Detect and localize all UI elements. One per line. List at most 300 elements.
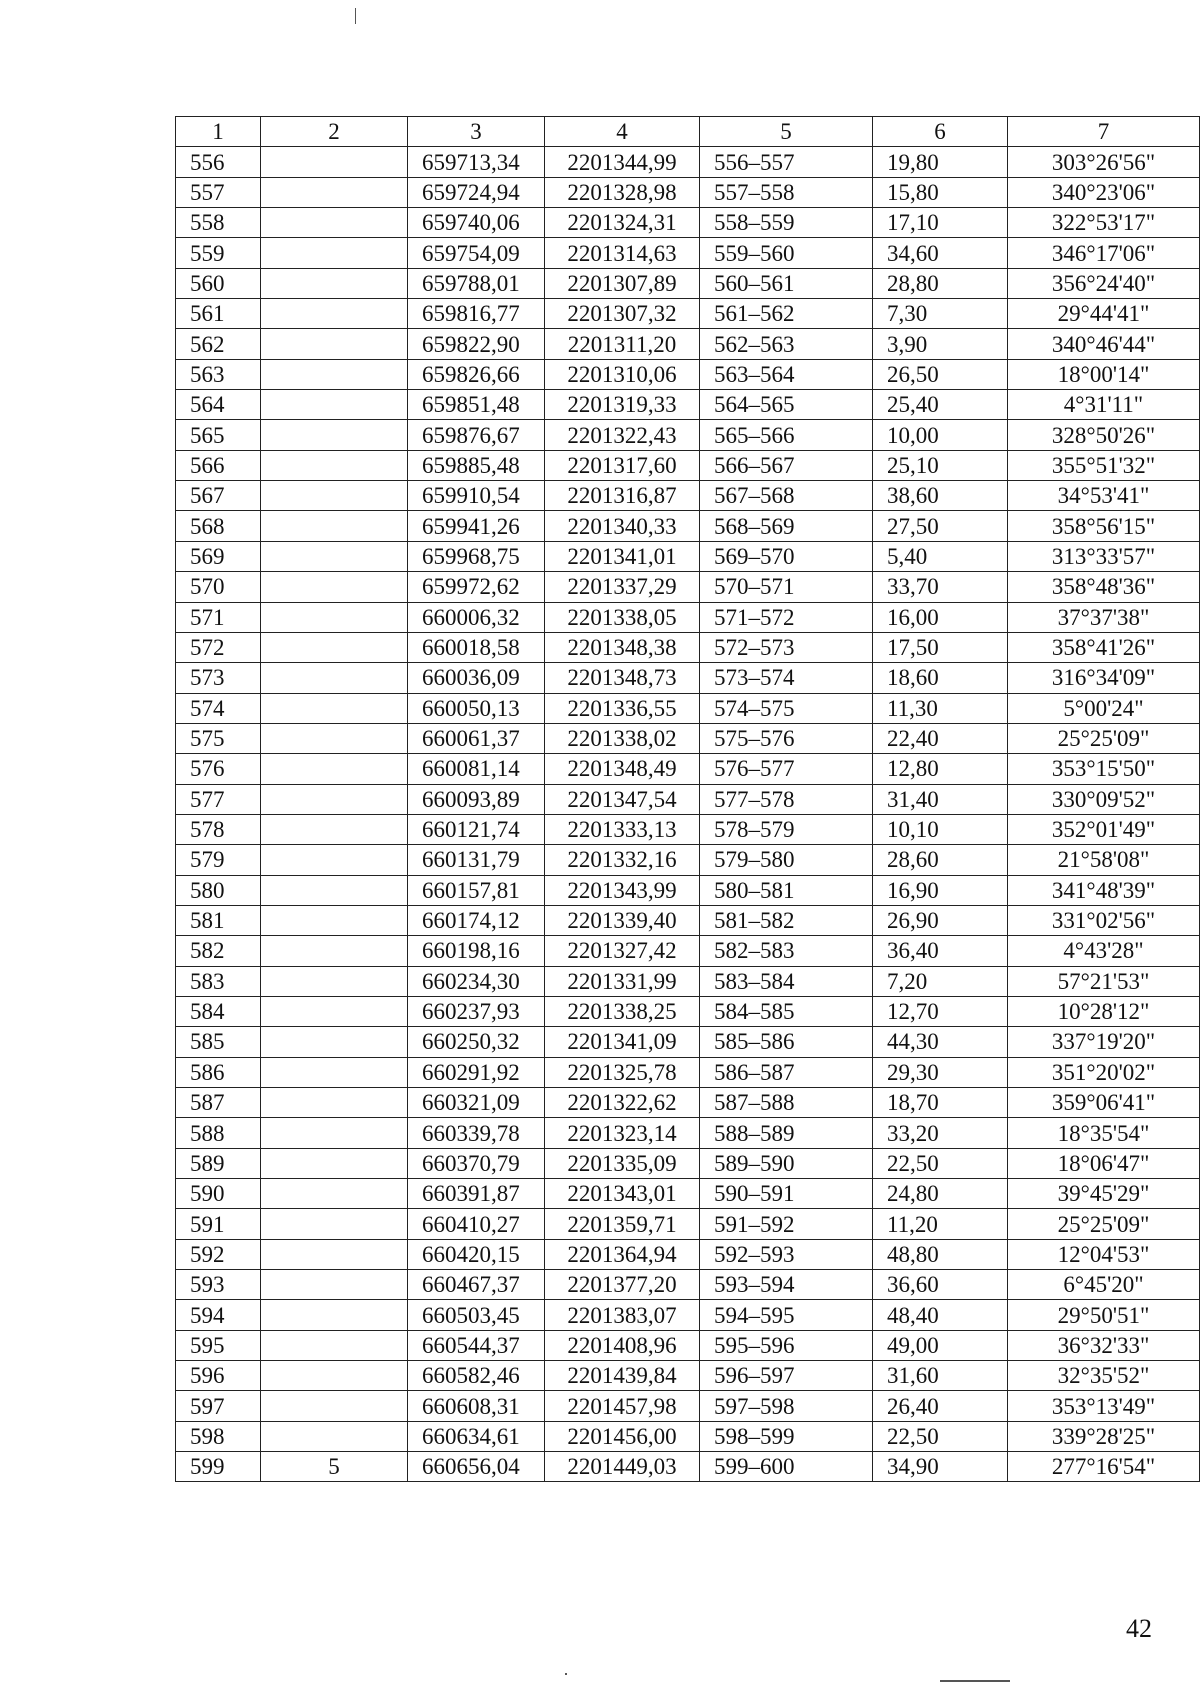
table-row xyxy=(176,390,1200,420)
header-cell: 6 xyxy=(873,117,1008,147)
segment-cell: 580–581 xyxy=(700,875,873,905)
point-number-cell: 582 xyxy=(176,936,261,966)
bearing-cell: 4°43'28" xyxy=(1008,936,1200,966)
segment-cell: 569–570 xyxy=(700,541,873,571)
segment-cell: 571–572 xyxy=(700,602,873,632)
header-cell: 4 xyxy=(545,117,700,147)
table-row xyxy=(176,177,1200,207)
marker-cell xyxy=(261,723,408,753)
length-cell: 25,10 xyxy=(873,450,1008,480)
bearing-cell: 352°01'49" xyxy=(1008,814,1200,844)
bearing-cell: 39°45'29" xyxy=(1008,1179,1200,1209)
bearing-cell: 340°46'44" xyxy=(1008,329,1200,359)
table-row xyxy=(176,268,1200,298)
length-cell: 33,20 xyxy=(873,1118,1008,1148)
length-cell: 22,50 xyxy=(873,1421,1008,1451)
segment-cell: 561–562 xyxy=(700,299,873,329)
table-row xyxy=(176,875,1200,905)
bearing-cell: 359°06'41" xyxy=(1008,1088,1200,1118)
y-coordinate-cell: 2201322,62 xyxy=(545,1088,700,1118)
segment-cell: 575–576 xyxy=(700,723,873,753)
bearing-cell: 36°32'33" xyxy=(1008,1330,1200,1360)
marker-cell xyxy=(261,420,408,450)
marker-cell xyxy=(261,632,408,662)
marker-cell xyxy=(261,541,408,571)
point-number-cell: 567 xyxy=(176,481,261,511)
length-cell: 17,10 xyxy=(873,208,1008,238)
segment-cell: 595–596 xyxy=(700,1330,873,1360)
table-row xyxy=(176,541,1200,571)
length-cell: 49,00 xyxy=(873,1330,1008,1360)
y-coordinate-cell: 2201344,99 xyxy=(545,147,700,177)
bearing-cell: 331°02'56" xyxy=(1008,905,1200,935)
point-number-cell: 571 xyxy=(176,602,261,632)
y-coordinate-cell: 2201311,20 xyxy=(545,329,700,359)
segment-cell: 558–559 xyxy=(700,208,873,238)
length-cell: 16,00 xyxy=(873,602,1008,632)
table-row xyxy=(176,1270,1200,1300)
segment-cell: 574–575 xyxy=(700,693,873,723)
segment-cell: 572–573 xyxy=(700,632,873,662)
bearing-cell: 303°26'56" xyxy=(1008,147,1200,177)
marker-cell xyxy=(261,147,408,177)
bearing-cell: 339°28'25" xyxy=(1008,1421,1200,1451)
length-cell: 12,70 xyxy=(873,996,1008,1026)
y-coordinate-cell: 2201331,99 xyxy=(545,966,700,996)
y-coordinate-cell: 2201456,00 xyxy=(545,1421,700,1451)
header-cell: 5 xyxy=(700,117,873,147)
x-coordinate-cell: 660198,16 xyxy=(408,936,545,966)
length-cell: 18,60 xyxy=(873,663,1008,693)
segment-cell: 578–579 xyxy=(700,814,873,844)
table-row xyxy=(176,1391,1200,1421)
point-number-cell: 593 xyxy=(176,1270,261,1300)
segment-cell: 573–574 xyxy=(700,663,873,693)
x-coordinate-cell: 660339,78 xyxy=(408,1118,545,1148)
table-row xyxy=(176,632,1200,662)
y-coordinate-cell: 2201377,20 xyxy=(545,1270,700,1300)
length-cell: 36,60 xyxy=(873,1270,1008,1300)
point-number-cell: 560 xyxy=(176,268,261,298)
table-row xyxy=(176,1330,1200,1360)
point-number-cell: 562 xyxy=(176,329,261,359)
segment-cell: 593–594 xyxy=(700,1270,873,1300)
bearing-cell: 57°21'53" xyxy=(1008,966,1200,996)
point-number-cell: 588 xyxy=(176,1118,261,1148)
table-row xyxy=(176,1421,1200,1451)
y-coordinate-cell: 2201310,06 xyxy=(545,359,700,389)
bearing-cell: 356°24'40" xyxy=(1008,268,1200,298)
y-coordinate-cell: 2201383,07 xyxy=(545,1300,700,1330)
length-cell: 26,40 xyxy=(873,1391,1008,1421)
marker-cell xyxy=(261,511,408,541)
point-number-cell: 577 xyxy=(176,784,261,814)
point-number-cell: 574 xyxy=(176,693,261,723)
marker-cell xyxy=(261,208,408,238)
x-coordinate-cell: 660131,79 xyxy=(408,845,545,875)
y-coordinate-cell: 2201341,09 xyxy=(545,1027,700,1057)
marker-cell xyxy=(261,936,408,966)
x-coordinate-cell: 660250,32 xyxy=(408,1027,545,1057)
y-coordinate-cell: 2201325,78 xyxy=(545,1057,700,1087)
segment-cell: 585–586 xyxy=(700,1027,873,1057)
bearing-cell: 34°53'41" xyxy=(1008,481,1200,511)
table-header xyxy=(176,117,1200,147)
header-cell: 3 xyxy=(408,117,545,147)
segment-cell: 592–593 xyxy=(700,1239,873,1269)
point-number-cell: 598 xyxy=(176,1421,261,1451)
x-coordinate-cell: 659816,77 xyxy=(408,299,545,329)
x-coordinate-cell: 660036,09 xyxy=(408,663,545,693)
segment-cell: 565–566 xyxy=(700,420,873,450)
marker-cell xyxy=(261,238,408,268)
point-number-cell: 558 xyxy=(176,208,261,238)
y-coordinate-cell: 2201348,73 xyxy=(545,663,700,693)
marker-cell xyxy=(261,602,408,632)
marker-cell xyxy=(261,1330,408,1360)
bearing-cell: 351°20'02" xyxy=(1008,1057,1200,1087)
bearing-cell: 346°17'06" xyxy=(1008,238,1200,268)
table-row xyxy=(176,1148,1200,1178)
table-row xyxy=(176,1118,1200,1148)
length-cell: 22,40 xyxy=(873,723,1008,753)
table-row xyxy=(176,966,1200,996)
y-coordinate-cell: 2201327,42 xyxy=(545,936,700,966)
bearing-cell: 29°44'41" xyxy=(1008,299,1200,329)
table-row xyxy=(176,936,1200,966)
marker-cell xyxy=(261,1057,408,1087)
coordinates-table xyxy=(175,116,1200,1482)
point-number-cell: 599 xyxy=(176,1452,261,1482)
table-row xyxy=(176,420,1200,450)
bearing-cell: 25°25'09" xyxy=(1008,723,1200,753)
y-coordinate-cell: 2201457,98 xyxy=(545,1391,700,1421)
segment-cell: 567–568 xyxy=(700,481,873,511)
point-number-cell: 581 xyxy=(176,905,261,935)
segment-cell: 596–597 xyxy=(700,1361,873,1391)
table-row xyxy=(176,754,1200,784)
length-cell: 5,40 xyxy=(873,541,1008,571)
y-coordinate-cell: 2201319,33 xyxy=(545,390,700,420)
table-row xyxy=(176,329,1200,359)
bearing-cell: 313°33'57" xyxy=(1008,541,1200,571)
x-coordinate-cell: 659822,90 xyxy=(408,329,545,359)
x-coordinate-cell: 660006,32 xyxy=(408,602,545,632)
point-number-cell: 557 xyxy=(176,177,261,207)
marker-cell xyxy=(261,1361,408,1391)
marker-cell xyxy=(261,784,408,814)
y-coordinate-cell: 2201337,29 xyxy=(545,572,700,602)
header-cell: 1 xyxy=(176,117,261,147)
length-cell: 28,80 xyxy=(873,268,1008,298)
point-number-cell: 594 xyxy=(176,1300,261,1330)
x-coordinate-cell: 660410,27 xyxy=(408,1209,545,1239)
marker-cell xyxy=(261,329,408,359)
header-cell: 2 xyxy=(261,117,408,147)
y-coordinate-cell: 2201348,38 xyxy=(545,632,700,662)
table-row xyxy=(176,602,1200,632)
bearing-cell: 29°50'51" xyxy=(1008,1300,1200,1330)
x-coordinate-cell: 659885,48 xyxy=(408,450,545,480)
scan-mark-dot xyxy=(565,1673,567,1675)
y-coordinate-cell: 2201317,60 xyxy=(545,450,700,480)
table-row xyxy=(176,481,1200,511)
table-row xyxy=(176,359,1200,389)
marker-cell xyxy=(261,1391,408,1421)
point-number-cell: 583 xyxy=(176,966,261,996)
length-cell: 31,60 xyxy=(873,1361,1008,1391)
segment-cell: 594–595 xyxy=(700,1300,873,1330)
x-coordinate-cell: 659941,26 xyxy=(408,511,545,541)
x-coordinate-cell: 660467,37 xyxy=(408,1270,545,1300)
bearing-cell: 25°25'09" xyxy=(1008,1209,1200,1239)
segment-cell: 563–564 xyxy=(700,359,873,389)
point-number-cell: 564 xyxy=(176,390,261,420)
marker-cell xyxy=(261,481,408,511)
bearing-cell: 330°09'52" xyxy=(1008,784,1200,814)
bearing-cell: 18°35'54" xyxy=(1008,1118,1200,1148)
bearing-cell: 12°04'53" xyxy=(1008,1239,1200,1269)
marker-cell xyxy=(261,1027,408,1057)
y-coordinate-cell: 2201439,84 xyxy=(545,1361,700,1391)
point-number-cell: 576 xyxy=(176,754,261,784)
y-coordinate-cell: 2201348,49 xyxy=(545,754,700,784)
table-row xyxy=(176,572,1200,602)
length-cell: 48,80 xyxy=(873,1239,1008,1269)
header-row xyxy=(176,117,1200,147)
y-coordinate-cell: 2201332,16 xyxy=(545,845,700,875)
table-row xyxy=(176,299,1200,329)
table-row xyxy=(176,784,1200,814)
length-cell: 3,90 xyxy=(873,329,1008,359)
marker-cell xyxy=(261,1270,408,1300)
point-number-cell: 595 xyxy=(176,1330,261,1360)
x-coordinate-cell: 660608,31 xyxy=(408,1391,545,1421)
bearing-cell: 18°00'14" xyxy=(1008,359,1200,389)
marker-cell xyxy=(261,875,408,905)
y-coordinate-cell: 2201340,33 xyxy=(545,511,700,541)
segment-cell: 599–600 xyxy=(700,1452,873,1482)
table-body xyxy=(176,147,1200,1482)
x-coordinate-cell: 659968,75 xyxy=(408,541,545,571)
segment-cell: 564–565 xyxy=(700,390,873,420)
segment-cell: 570–571 xyxy=(700,572,873,602)
y-coordinate-cell: 2201343,99 xyxy=(545,875,700,905)
length-cell: 15,80 xyxy=(873,177,1008,207)
y-coordinate-cell: 2201408,96 xyxy=(545,1330,700,1360)
marker-cell xyxy=(261,1088,408,1118)
point-number-cell: 597 xyxy=(176,1391,261,1421)
x-coordinate-cell: 659851,48 xyxy=(408,390,545,420)
table-row xyxy=(176,723,1200,753)
x-coordinate-cell: 660370,79 xyxy=(408,1148,545,1178)
table-row xyxy=(176,1452,1200,1482)
marker-cell xyxy=(261,1421,408,1451)
marker-cell xyxy=(261,450,408,480)
segment-cell: 566–567 xyxy=(700,450,873,480)
point-number-cell: 592 xyxy=(176,1239,261,1269)
point-number-cell: 573 xyxy=(176,663,261,693)
x-coordinate-cell: 660656,04 xyxy=(408,1452,545,1482)
y-coordinate-cell: 2201307,32 xyxy=(545,299,700,329)
y-coordinate-cell: 2201359,71 xyxy=(545,1209,700,1239)
x-coordinate-cell: 660018,58 xyxy=(408,632,545,662)
marker-cell xyxy=(261,1179,408,1209)
length-cell: 26,50 xyxy=(873,359,1008,389)
point-number-cell: 578 xyxy=(176,814,261,844)
bearing-cell: 4°31'11" xyxy=(1008,390,1200,420)
table-row xyxy=(176,208,1200,238)
length-cell: 25,40 xyxy=(873,390,1008,420)
table-row xyxy=(176,450,1200,480)
x-coordinate-cell: 660121,74 xyxy=(408,814,545,844)
segment-cell: 587–588 xyxy=(700,1088,873,1118)
length-cell: 27,50 xyxy=(873,511,1008,541)
segment-cell: 568–569 xyxy=(700,511,873,541)
point-number-cell: 591 xyxy=(176,1209,261,1239)
bearing-cell: 353°15'50" xyxy=(1008,754,1200,784)
marker-cell xyxy=(261,1209,408,1239)
bearing-cell: 322°53'17" xyxy=(1008,208,1200,238)
segment-cell: 562–563 xyxy=(700,329,873,359)
x-coordinate-cell: 660291,92 xyxy=(408,1057,545,1087)
table-row xyxy=(176,1057,1200,1087)
y-coordinate-cell: 2201316,87 xyxy=(545,481,700,511)
x-coordinate-cell: 659826,66 xyxy=(408,359,545,389)
table-row xyxy=(176,905,1200,935)
table-row xyxy=(176,845,1200,875)
point-number-cell: 580 xyxy=(176,875,261,905)
point-number-cell: 579 xyxy=(176,845,261,875)
table-row xyxy=(176,1027,1200,1057)
length-cell: 34,60 xyxy=(873,238,1008,268)
x-coordinate-cell: 660157,81 xyxy=(408,875,545,905)
bearing-cell: 10°28'12" xyxy=(1008,996,1200,1026)
segment-cell: 577–578 xyxy=(700,784,873,814)
y-coordinate-cell: 2201314,63 xyxy=(545,238,700,268)
length-cell: 24,80 xyxy=(873,1179,1008,1209)
marker-cell xyxy=(261,663,408,693)
length-cell: 26,90 xyxy=(873,905,1008,935)
x-coordinate-cell: 660582,46 xyxy=(408,1361,545,1391)
y-coordinate-cell: 2201336,55 xyxy=(545,693,700,723)
segment-cell: 589–590 xyxy=(700,1148,873,1178)
segment-cell: 590–591 xyxy=(700,1179,873,1209)
bearing-cell: 355°51'32" xyxy=(1008,450,1200,480)
x-coordinate-cell: 659788,01 xyxy=(408,268,545,298)
scan-mark-line xyxy=(940,1680,1010,1682)
x-coordinate-cell: 660061,37 xyxy=(408,723,545,753)
y-coordinate-cell: 2201323,14 xyxy=(545,1118,700,1148)
length-cell: 11,20 xyxy=(873,1209,1008,1239)
length-cell: 48,40 xyxy=(873,1300,1008,1330)
table-row xyxy=(176,1300,1200,1330)
segment-cell: 591–592 xyxy=(700,1209,873,1239)
point-number-cell: 570 xyxy=(176,572,261,602)
length-cell: 17,50 xyxy=(873,632,1008,662)
point-number-cell: 586 xyxy=(176,1057,261,1087)
x-coordinate-cell: 660093,89 xyxy=(408,784,545,814)
segment-cell: 559–560 xyxy=(700,238,873,268)
length-cell: 10,00 xyxy=(873,420,1008,450)
x-coordinate-cell: 660634,61 xyxy=(408,1421,545,1451)
length-cell: 38,60 xyxy=(873,481,1008,511)
marker-cell xyxy=(261,299,408,329)
bearing-cell: 37°37'38" xyxy=(1008,602,1200,632)
bearing-cell: 340°23'06" xyxy=(1008,177,1200,207)
y-coordinate-cell: 2201341,01 xyxy=(545,541,700,571)
bearing-cell: 358°48'36" xyxy=(1008,572,1200,602)
segment-cell: 588–589 xyxy=(700,1118,873,1148)
y-coordinate-cell: 2201338,25 xyxy=(545,996,700,1026)
marker-cell xyxy=(261,359,408,389)
x-coordinate-cell: 660544,37 xyxy=(408,1330,545,1360)
table-row xyxy=(176,1088,1200,1118)
length-cell: 18,70 xyxy=(873,1088,1008,1118)
bearing-cell: 358°56'15" xyxy=(1008,511,1200,541)
marker-cell xyxy=(261,905,408,935)
segment-cell: 582–583 xyxy=(700,936,873,966)
x-coordinate-cell: 660503,45 xyxy=(408,1300,545,1330)
segment-cell: 597–598 xyxy=(700,1391,873,1421)
x-coordinate-cell: 659910,54 xyxy=(408,481,545,511)
table-row xyxy=(176,238,1200,268)
marker-cell: 5 xyxy=(261,1452,408,1482)
marker-cell xyxy=(261,1239,408,1269)
table-row xyxy=(176,693,1200,723)
bearing-cell: 341°48'39" xyxy=(1008,875,1200,905)
x-coordinate-cell: 660081,14 xyxy=(408,754,545,784)
segment-cell: 583–584 xyxy=(700,966,873,996)
length-cell: 22,50 xyxy=(873,1148,1008,1178)
marker-cell xyxy=(261,754,408,784)
bearing-cell: 277°16'54" xyxy=(1008,1452,1200,1482)
marker-cell xyxy=(261,1118,408,1148)
x-coordinate-cell: 659740,06 xyxy=(408,208,545,238)
table-row xyxy=(176,996,1200,1026)
table-row xyxy=(176,1209,1200,1239)
y-coordinate-cell: 2201449,03 xyxy=(545,1452,700,1482)
bearing-cell: 328°50'26" xyxy=(1008,420,1200,450)
table-row xyxy=(176,663,1200,693)
length-cell: 34,90 xyxy=(873,1452,1008,1482)
x-coordinate-cell: 660237,93 xyxy=(408,996,545,1026)
bearing-cell: 21°58'08" xyxy=(1008,845,1200,875)
x-coordinate-cell: 659972,62 xyxy=(408,572,545,602)
y-coordinate-cell: 2201307,89 xyxy=(545,268,700,298)
bearing-cell: 358°41'26" xyxy=(1008,632,1200,662)
bearing-cell: 337°19'20" xyxy=(1008,1027,1200,1057)
point-number-cell: 590 xyxy=(176,1179,261,1209)
point-number-cell: 585 xyxy=(176,1027,261,1057)
point-number-cell: 566 xyxy=(176,450,261,480)
point-number-cell: 565 xyxy=(176,420,261,450)
table-row xyxy=(176,1239,1200,1269)
length-cell: 7,20 xyxy=(873,966,1008,996)
point-number-cell: 596 xyxy=(176,1361,261,1391)
segment-cell: 598–599 xyxy=(700,1421,873,1451)
y-coordinate-cell: 2201333,13 xyxy=(545,814,700,844)
header-cell: 7 xyxy=(1008,117,1200,147)
page-number: 42 xyxy=(1126,1614,1152,1643)
length-cell: 16,90 xyxy=(873,875,1008,905)
y-coordinate-cell: 2201343,01 xyxy=(545,1179,700,1209)
segment-cell: 586–587 xyxy=(700,1057,873,1087)
point-number-cell: 559 xyxy=(176,238,261,268)
bearing-cell: 6°45'20" xyxy=(1008,1270,1200,1300)
y-coordinate-cell: 2201338,02 xyxy=(545,723,700,753)
segment-cell: 560–561 xyxy=(700,268,873,298)
